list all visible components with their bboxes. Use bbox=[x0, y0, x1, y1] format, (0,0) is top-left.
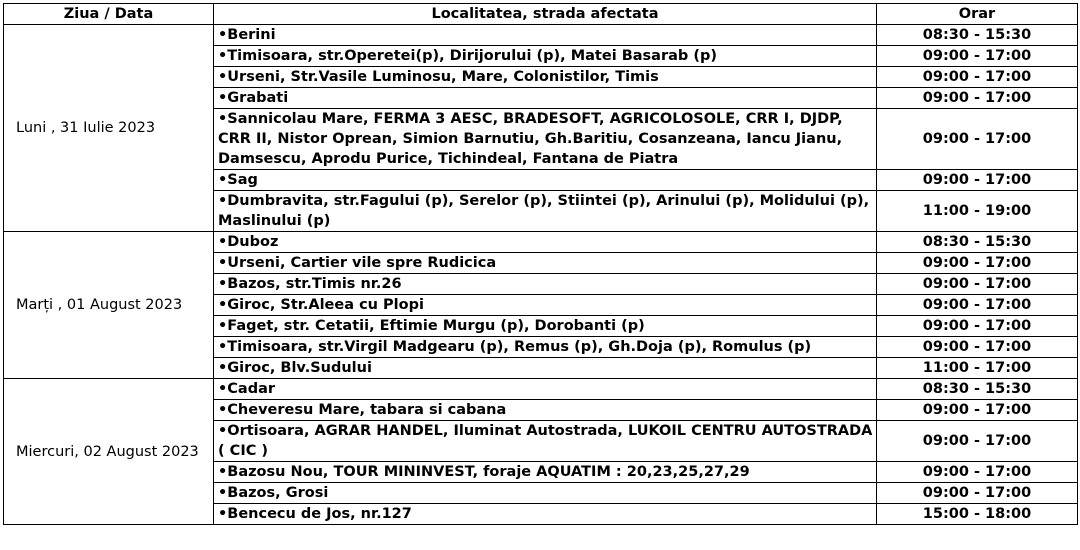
locality-cell: •Grabati bbox=[214, 88, 877, 109]
schedule-cell: 09:00 - 17:00 bbox=[877, 483, 1078, 504]
locality-cell: •Cadar bbox=[214, 379, 877, 400]
header-row bbox=[4, 4, 1078, 25]
locality-cell: •Sag bbox=[214, 170, 877, 191]
schedule-cell: 09:00 - 17:00 bbox=[877, 170, 1078, 191]
locality-cell: •Faget, str. Cetatii, Eftimie Murgu (p), Dorobanti (p) bbox=[214, 316, 877, 337]
locality-cell: •Duboz bbox=[214, 232, 877, 253]
table-row bbox=[4, 379, 1078, 400]
locality-cell: •Urseni, Str.Vasile Luminosu, Mare, Colonistilor, Timis bbox=[214, 67, 877, 88]
locality-cell: •Sannicolau Mare, FERMA 3 AESC, BRADESOFT, AGRICOLOSOLE, CRR I, DJDP, CRR II, Nistor Oprean, Simion Barnutiu, Gh.Baritiu, Cosanzeana, Iancu Jianu, Damsescu, Aprodu Purice, Tichindeal, Fantana de Piatra bbox=[214, 109, 877, 170]
locality-cell: •Ortisoara, AGRAR HANDEL, Iluminat Autostrada, LUKOIL CENTRU AUTOSTRADA ( CIC ) bbox=[214, 421, 877, 462]
locality-cell: •Bazos, Grosi bbox=[214, 483, 877, 504]
schedule-cell: 09:00 - 17:00 bbox=[877, 295, 1078, 316]
locality-cell: •Timisoara, str.Virgil Madgearu (p), Remus (p), Gh.Doja (p), Romulus (p) bbox=[214, 337, 877, 358]
day-date-cell: Luni , 31 Iulie 2023 bbox=[4, 25, 214, 232]
locality-cell: •Giroc, Blv.Sudului bbox=[214, 358, 877, 379]
schedule-cell: 09:00 - 17:00 bbox=[877, 400, 1078, 421]
day-date-cell: Marți , 01 August 2023 bbox=[4, 232, 214, 379]
header-day: Ziua / Data bbox=[4, 4, 214, 25]
schedule-cell: 09:00 - 17:00 bbox=[877, 109, 1078, 170]
locality-cell: •Berini bbox=[214, 25, 877, 46]
schedule-cell: 09:00 - 17:00 bbox=[877, 421, 1078, 462]
schedule-cell: 09:00 - 17:00 bbox=[877, 337, 1078, 358]
locality-cell: •Dumbravita, str.Fagului (p), Serelor (p), Stiintei (p), Arinului (p), Molidului (p), Maslinului (p) bbox=[214, 191, 877, 232]
schedule-cell: 09:00 - 17:00 bbox=[877, 88, 1078, 109]
locality-cell: •Urseni, Cartier vile spre Rudicica bbox=[214, 253, 877, 274]
schedule-cell: 08:30 - 15:30 bbox=[877, 25, 1078, 46]
schedule-cell: 11:00 - 19:00 bbox=[877, 191, 1078, 232]
schedule-cell: 11:00 - 17:00 bbox=[877, 358, 1078, 379]
schedule-cell: 08:30 - 15:30 bbox=[877, 379, 1078, 400]
table-row bbox=[4, 232, 1078, 253]
schedule-cell: 09:00 - 17:00 bbox=[877, 67, 1078, 88]
locality-cell: •Bencecu de Jos, nr.127 bbox=[214, 504, 877, 525]
locality-cell: •Bazosu Nou, TOUR MININVEST, foraje AQUATIM : 20,23,25,27,29 bbox=[214, 462, 877, 483]
table-body bbox=[4, 25, 1078, 525]
locality-cell: •Giroc, Str.Aleea cu Plopi bbox=[214, 295, 877, 316]
schedule-cell: 09:00 - 17:00 bbox=[877, 274, 1078, 295]
schedule-cell: 15:00 - 18:00 bbox=[877, 504, 1078, 525]
day-date-cell: Miercuri, 02 August 2023 bbox=[4, 379, 214, 525]
locality-cell: •Timisoara, str.Operetei(p), Dirijorului (p), Matei Basarab (p) bbox=[214, 46, 877, 67]
schedule-cell: 08:30 - 15:30 bbox=[877, 232, 1078, 253]
outage-schedule-table bbox=[3, 3, 1078, 525]
schedule-cell: 09:00 - 17:00 bbox=[877, 46, 1078, 67]
header-schedule: Orar bbox=[877, 4, 1078, 25]
schedule-cell: 09:00 - 17:00 bbox=[877, 253, 1078, 274]
table-row bbox=[4, 25, 1078, 46]
locality-cell: •Bazos, str.Timis nr.26 bbox=[214, 274, 877, 295]
schedule-cell: 09:00 - 17:00 bbox=[877, 462, 1078, 483]
header-locality: Localitatea, strada afectata bbox=[214, 4, 877, 25]
locality-cell: •Cheveresu Mare, tabara si cabana bbox=[214, 400, 877, 421]
schedule-cell: 09:00 - 17:00 bbox=[877, 316, 1078, 337]
